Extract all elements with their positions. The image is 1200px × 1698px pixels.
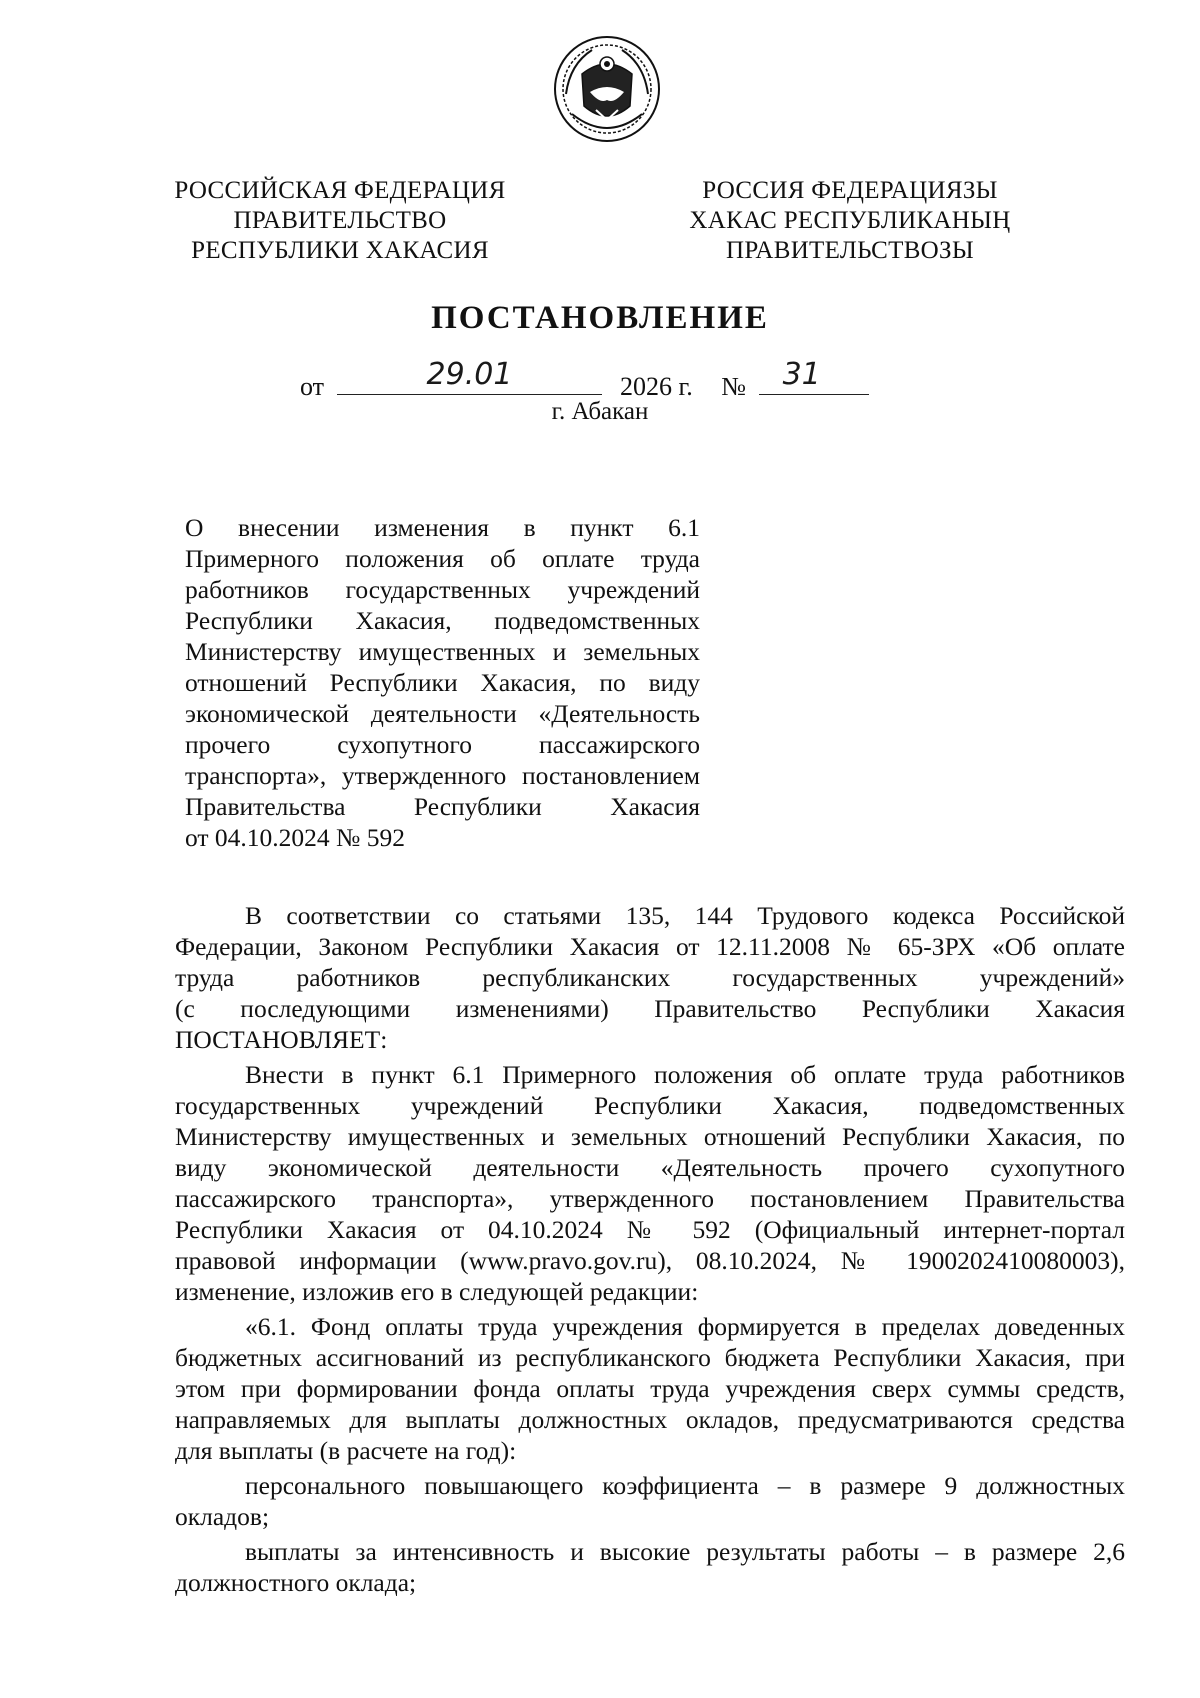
number-field (759, 357, 869, 395)
body-line: Федерации, Законом Республики Хакасия от 12.11.2008 № 65-ЗРХ «Об оплате (175, 932, 1125, 961)
body-text (175, 900, 1125, 1598)
body-line: пассажирского транспорта», утвержденного постановлением Правительства (175, 1184, 1125, 1213)
header-left-line: РЕСПУБЛИКИ ХАКАСИЯ (191, 237, 489, 264)
body-line: Внести в пункт 6.1 Примерного положения об оплате труда работников (245, 1060, 1125, 1089)
body-line: должностного оклада; (175, 1568, 417, 1597)
body-line: изменение, изложив его в следующей редакции: (175, 1277, 699, 1306)
subject-line: Правительства Республики Хакасия (185, 792, 700, 821)
subject-line: Республики Хакасия, подведомственных (185, 606, 700, 635)
body-line: труда работников республиканских государственных учреждений» (175, 963, 1125, 992)
body-line: выплаты за интенсивность и высокие результаты работы – в размере 2,6 (245, 1537, 1125, 1566)
date-prefix: от (300, 372, 325, 401)
number-label: № (721, 372, 747, 401)
body-line: правовой информации (www.pravo.gov.ru), 08.10.2024, № 1900202410080003), (175, 1246, 1125, 1275)
subject-line: транспорта», утвержденного постановлением (185, 761, 700, 790)
subject-line: отношений Республики Хакасия, по виду (185, 668, 700, 697)
subject-line: работников государственных учреждений (185, 575, 700, 604)
header-right-block (680, 176, 1020, 266)
body-line: для выплаты (в расчете на год): (175, 1436, 517, 1465)
header-right-line: ПРАВИТЕЛЬСТВОЗЫ (726, 237, 974, 264)
subject-block (185, 512, 700, 853)
body-line: персонального повышающего коэффициента – в размере 9 должностных (245, 1471, 1125, 1500)
date-year: 2026 г. (620, 372, 693, 401)
body-line: Республики Хакасия от 04.10.2024 № 592 (Официальный интернет-портал (175, 1215, 1125, 1244)
header-right-line: РОССИЯ ФЕДЕРАЦИЯЗЫ (702, 177, 998, 204)
body-line: бюджетных ассигнований из республиканского бюджета Республики Хакасия, при (175, 1343, 1125, 1372)
header-left-line: ПРАВИТЕЛЬСТВО (233, 207, 447, 234)
body-line: Министерству имущественных и земельных отношений Республики Хакасия, по (175, 1122, 1125, 1151)
header-left-line: РОССИЙСКАЯ ФЕДЕРАЦИЯ (174, 177, 506, 204)
date-field (337, 357, 602, 395)
coat-of-arms-emblem (552, 34, 662, 144)
body-line: государственных учреждений Республики Хакасия, подведомственных (175, 1091, 1125, 1120)
subject-line: Министерству имущественных и земельных (185, 637, 700, 666)
header-right-line: ХАКАС РЕСПУБЛИКАНЫҢ (689, 207, 1011, 234)
header-left-block (160, 176, 520, 266)
body-line: В соответствии со статьями 135, 144 Трудового кодекса Российской (245, 901, 1125, 930)
body-line: направляемых для выплаты должностных окладов, предусматриваются средства (175, 1405, 1125, 1434)
subject-line: экономической деятельности «Деятельность (185, 699, 700, 728)
date-number-line (300, 357, 869, 402)
body-line: (с последующими изменениями) Правительство Республики Хакасия (175, 994, 1125, 1023)
document-title: ПОСТАНОВЛЕНИЕ (431, 300, 769, 336)
subject-line: от 04.10.2024 № 592 (185, 823, 406, 852)
subject-line: прочего сухопутного пассажирского (185, 730, 700, 759)
number-handwritten: 31 (782, 357, 821, 392)
body-line: «6.1. Фонд оплаты труда учреждения формируется в пределах доведенных (245, 1312, 1125, 1341)
date-handwritten: 29.01 (426, 357, 513, 392)
body-line: этом при формировании фонда оплаты труда учреждения сверх суммы средств, (175, 1374, 1125, 1403)
body-line: ПОСТАНОВЛЯЕТ: (175, 1025, 388, 1054)
body-line: виду экономической деятельности «Деятельность прочего сухопутного (175, 1153, 1125, 1182)
subject-line: О внесении изменения в пункт 6.1 (185, 513, 700, 542)
body-line: окладов; (175, 1502, 270, 1531)
city-name: г. Абакан (551, 398, 649, 425)
subject-line: Примерного положения об оплате труда (185, 544, 700, 573)
